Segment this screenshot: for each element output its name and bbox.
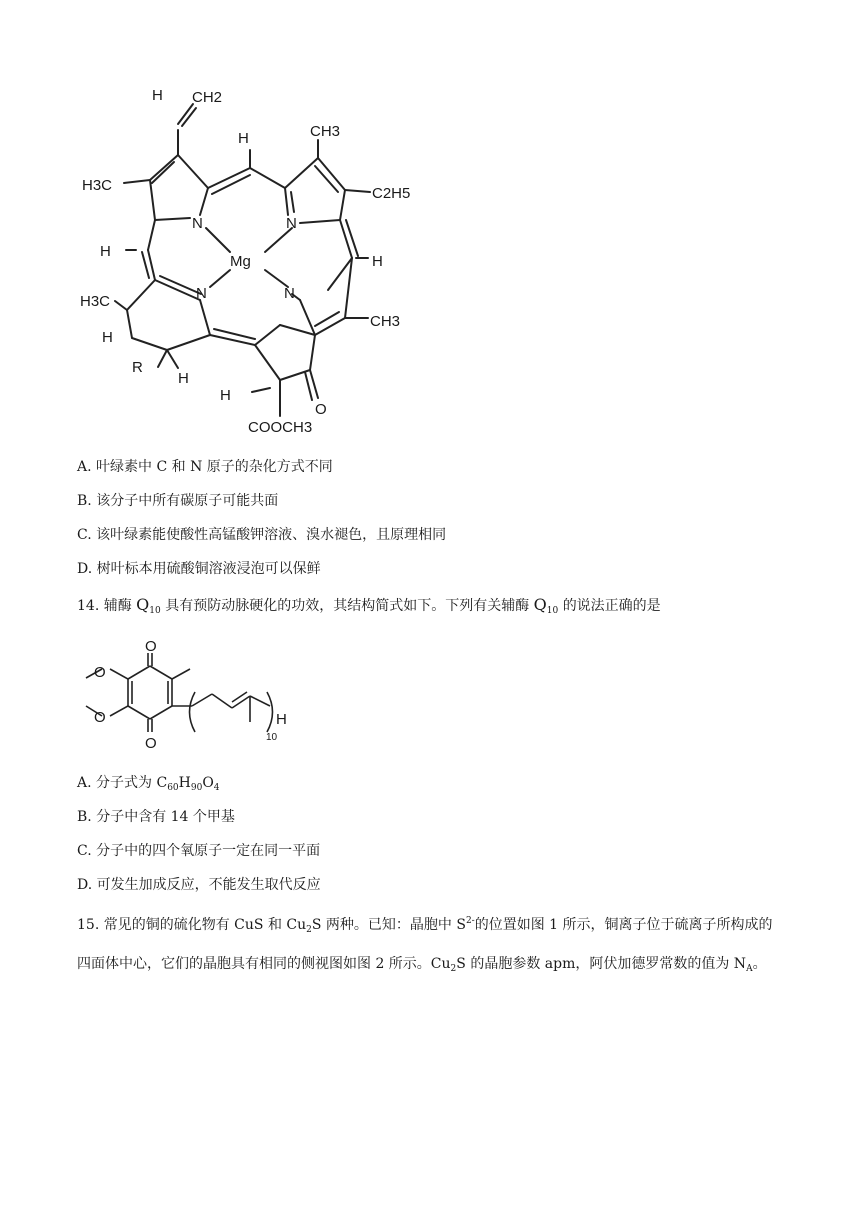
r-label: R (132, 359, 143, 376)
h-r-label: H (178, 370, 189, 387)
n-bottom-right-label: N (284, 285, 295, 302)
q13-option-c: C. 该叶绿素能使酸性高锰酸钾溶液、溴水褪色，且原理相同 (77, 527, 447, 543)
h-left-label: H (100, 243, 111, 260)
n-bottom-left-label: N (196, 285, 207, 302)
c2h5-label: C2H5 (372, 185, 411, 202)
q13-option-a: A. 叶绿素中 C 和 N 原子的杂化方式不同 (77, 459, 333, 475)
q13-option-b: B. 该分子中所有碳原子可能共面 (77, 493, 279, 509)
h-ring-label: H (102, 329, 113, 346)
h-top-label: H (238, 130, 249, 147)
ester-label: COOCH3 (248, 419, 313, 436)
q14-option-a: A. 分子式为 $C_{60}H_{90}O_4$ (77, 775, 220, 793)
n-top-left-label: N (192, 215, 203, 232)
h3c-lower-label: H3C (80, 293, 111, 310)
q14-option-b: B. 分子中含有 14 个甲基 (77, 809, 235, 825)
coq10-h-end: H (276, 711, 287, 728)
methoxy-o-2: O (94, 709, 106, 726)
methoxy-o-1: O (94, 664, 106, 681)
chlorophyll-structure (60, 80, 440, 440)
ketone-o-label: O (315, 401, 327, 418)
q14-option-c: C. 分子中的四个氧原子一定在同一平面 (77, 843, 321, 859)
vinyl-h-label: H (152, 87, 163, 104)
q14-stem: 14. 辅酶 $Q_{10}$ 具有预防动脉硬化的功效，其结构简式如下。下列有关辅酶 $Q_{10}$ 的说法正确的是 (77, 595, 661, 616)
vinyl-ch2-label: CH2 (192, 89, 223, 106)
h3c-left-label: H3C (82, 177, 113, 194)
q14-option-d: D. 可发生加成反应，不能发生取代反应 (77, 877, 321, 893)
n-top-right-label: N (286, 215, 297, 232)
ch3-right-label: CH3 (370, 313, 401, 330)
q13-option-d: D. 树叶标本用硫酸铜溶液浸泡可以保鲜 (77, 561, 321, 577)
q15-stem: 15. 常见的铜的硫化物有 CuS 和 $Cu_2S$ 两种。已知：晶胞中 $S^{2-}$的位置如图 1 所示，铜离子位于硫离子所构成的四面体中心，它们的晶胞具有相同的侧视图如图 2 所示。$Cu_2S$ 的晶胞参数 apm，阿伏加德罗常数的值为 $N_A$。 (77, 916, 773, 974)
h-ester-label: H (220, 387, 231, 404)
coq10-repeat-10: 10 (266, 732, 278, 743)
ch3-top-label: CH3 (310, 123, 341, 140)
h-right-label: H (372, 253, 383, 270)
coq10-o-bottom: O (145, 735, 157, 752)
coq10-structure (80, 636, 320, 756)
mg-label: Mg (230, 253, 251, 270)
coq10-o-top: O (145, 638, 157, 655)
